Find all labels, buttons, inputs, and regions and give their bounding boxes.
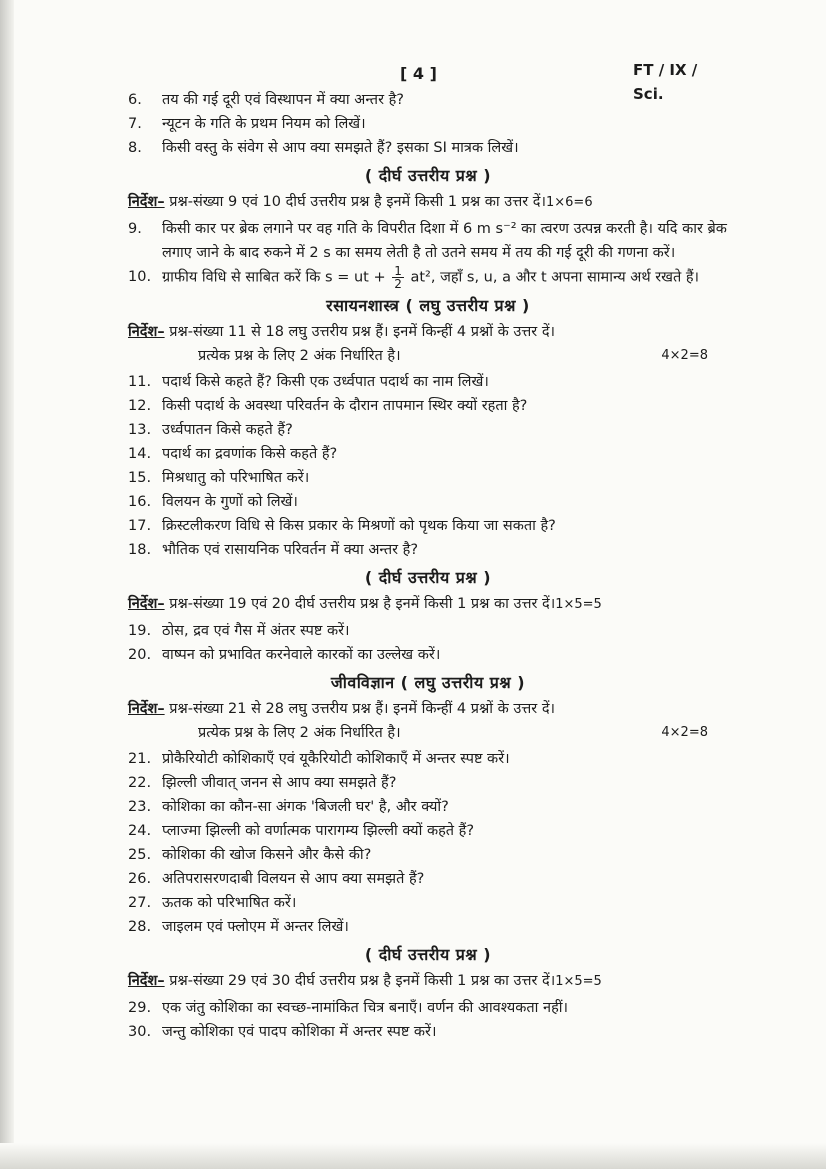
question-13 bbox=[128, 418, 728, 442]
question-number: 20. bbox=[128, 647, 152, 663]
instruction-label: निर्देश– bbox=[128, 596, 165, 612]
question-text: जाइलम एवं फ्लोएम में अन्तर लिखें। bbox=[162, 919, 349, 935]
question-17 bbox=[128, 514, 728, 538]
instruction-text: प्रश्न-संख्या 9 एवं 10 दीर्घ उत्तरीय प्रश्न है इनमें किसी 1 प्रश्न का उत्तर दें। bbox=[164, 194, 546, 210]
instruction-text: प्रश्न-संख्या 21 से 28 लघु उत्तरीय प्रश्न हैं। इनमें किन्हीं 4 प्रश्नों के उत्तर दें। bbox=[164, 701, 556, 717]
question-number: 22. bbox=[128, 775, 152, 791]
question-number: 12. bbox=[128, 398, 152, 414]
section-heading: रसायनशास्त्र ( लघु उत्तरीय प्रश्न ) bbox=[326, 296, 530, 315]
question-number: 28. bbox=[128, 919, 152, 935]
marks: 4×2=8 bbox=[661, 725, 708, 740]
question-9 bbox=[128, 217, 728, 265]
question-16 bbox=[128, 490, 728, 514]
marks: 4×2=8 bbox=[661, 348, 708, 363]
instruction-label: निर्देश– bbox=[128, 973, 165, 989]
question-text: कोशिका की खोज किसने और कैसे की? bbox=[162, 847, 372, 863]
question-23 bbox=[128, 795, 728, 819]
question-text: ऊतक को परिभाषित करें। bbox=[162, 895, 297, 911]
marks: 1×5=5 bbox=[555, 974, 602, 989]
section-heading: ( दीर्घ उत्तरीय प्रश्न ) bbox=[364, 166, 492, 185]
question-number: 11. bbox=[128, 374, 152, 390]
question-text: अतिपरासरणदाबी विलयन से आप क्या समझते हैं? bbox=[162, 871, 425, 887]
question-number: 23. bbox=[128, 799, 152, 815]
marks: 1×5=5 bbox=[555, 597, 602, 612]
fraction-numerator: 1 bbox=[394, 264, 402, 278]
question-text: क्रिस्टलीकरण विधि से किस प्रकार के मिश्रणों को पृथक किया जा सकता है? bbox=[162, 518, 556, 534]
question-24 bbox=[128, 819, 728, 843]
question-number: 17. bbox=[128, 518, 152, 534]
question-19 bbox=[128, 619, 728, 643]
paper-code: FT / IX / Sci. bbox=[633, 61, 698, 103]
question-text: उर्ध्वपातन किसे कहते हैं? bbox=[162, 422, 293, 438]
instruction-text: प्रश्न-संख्या 19 एवं 20 दीर्घ उत्तरीय प्रश्न है इनमें किसी 1 प्रश्न का उत्तर दें। bbox=[164, 596, 556, 612]
fraction-half bbox=[392, 265, 404, 290]
question-text: पदार्थ किसे कहते हैं? किसी एक उर्ध्वपात पदार्थ का नाम लिखें। bbox=[162, 374, 489, 390]
question-22 bbox=[128, 771, 728, 795]
question-15 bbox=[128, 466, 728, 490]
question-29 bbox=[128, 996, 728, 1020]
question-number: 29. bbox=[128, 1000, 152, 1016]
question-text: किसी कार पर ब्रेक लगाने पर वह गति के विपरीत दिशा में 6 m s⁻² का त्वरण उत्पन्न करती है। यदि कार ब्रेक लगाए जाने के बाद रुकने में 2 s का समय लेती है तो उतने समय में तय की गई दूरी की गणना करें। bbox=[162, 221, 727, 261]
question-text: एक जंतु कोशिका का स्वच्छ-नामांकित चित्र बनाएँ। वर्णन की आवश्यकता नहीं। bbox=[162, 1000, 569, 1016]
question-number: 14. bbox=[128, 446, 152, 462]
fraction-denominator: 2 bbox=[394, 277, 402, 291]
question-14 bbox=[128, 442, 728, 466]
question-number: 10. bbox=[128, 269, 152, 285]
question-text: विलयन के गुणों को लिखें। bbox=[162, 494, 298, 510]
question-20 bbox=[128, 643, 728, 667]
question-28 bbox=[128, 915, 728, 939]
question-10 bbox=[128, 265, 728, 290]
question-number: 8. bbox=[128, 140, 142, 156]
instruction-line2 bbox=[128, 721, 728, 745]
question-text-part1: ग्राफीय विधि से साबित करें कि s = ut + bbox=[162, 269, 386, 286]
question-text: प्लाज्मा झिल्ली को वर्णात्मक पारागम्य झिल्ली क्यों कहते हैं? bbox=[162, 823, 475, 839]
marks: 1×6=6 bbox=[546, 195, 593, 210]
question-8 bbox=[128, 136, 728, 160]
instruction-block bbox=[128, 320, 728, 368]
question-number: 25. bbox=[128, 847, 152, 863]
instruction-text: प्रश्न-संख्या 29 एवं 30 दीर्घ उत्तरीय प्रश्न है इनमें किसी 1 प्रश्न का उत्तर दें। bbox=[164, 973, 556, 989]
question-text: वाष्पन को प्रभावित करनेवाले कारकों का उल्लेख करें। bbox=[162, 647, 441, 663]
question-text: प्रोकैरियोटी कोशिकाएँ एवं यूकैरियोटी कोशिकाएँ में अन्तर स्पष्ट करें। bbox=[162, 751, 510, 767]
page-content bbox=[128, 62, 728, 1044]
question-26 bbox=[128, 867, 728, 891]
question-text: झिल्ली जीवात् जनन से आप क्या समझते हैं? bbox=[162, 775, 397, 791]
instruction-line2 bbox=[128, 344, 728, 368]
question-number: 24. bbox=[128, 823, 152, 839]
question-text: जन्तु कोशिका एवं पादप कोशिका में अन्तर स्पष्ट करें। bbox=[162, 1024, 437, 1040]
section-heading: जीवविज्ञान ( लघु उत्तरीय प्रश्न ) bbox=[330, 673, 526, 692]
page-edge-shadow bbox=[0, 0, 14, 1169]
question-text: किसी पदार्थ के अवस्था परिवर्तन के दौरान तापमान स्थिर क्यों रहता है? bbox=[162, 398, 528, 414]
instruction-label: निर्देश– bbox=[128, 701, 165, 717]
question-text-part2: at², जहाँ s, u, a और t अपना सामान्य अर्थ रखते हैं। bbox=[410, 269, 700, 286]
question-text bbox=[162, 265, 728, 290]
page-bottom-shadow bbox=[0, 1143, 826, 1169]
question-number: 7. bbox=[128, 116, 142, 132]
question-25 bbox=[128, 843, 728, 867]
instruction-label: निर्देश– bbox=[128, 324, 165, 340]
question-11 bbox=[128, 370, 728, 394]
question-text: भौतिक एवं रासायनिक परिवर्तन में क्या अन्तर है? bbox=[162, 542, 419, 558]
instruction-block bbox=[128, 592, 728, 617]
question-21 bbox=[128, 747, 728, 771]
question-number: 16. bbox=[128, 494, 152, 510]
question-text: कोशिका का कौन-सा अंगक 'बिजली घर' है, और क्यों? bbox=[162, 799, 449, 815]
instruction-text: प्रत्येक प्रश्न के लिए 2 अंक निर्धारित है। bbox=[198, 348, 401, 364]
instruction-text: प्रत्येक प्रश्न के लिए 2 अंक निर्धारित है। bbox=[198, 725, 401, 741]
question-text: न्यूटन के गति के प्रथम नियम को लिखें। bbox=[162, 116, 366, 132]
instruction-block bbox=[128, 190, 728, 215]
instruction-text: प्रश्न-संख्या 11 से 18 लघु उत्तरीय प्रश्न हैं। इनमें किन्हीं 4 प्रश्नों के उत्तर दें। bbox=[164, 324, 556, 340]
question-number: 30. bbox=[128, 1024, 152, 1040]
question-18 bbox=[128, 538, 728, 562]
question-number: 21. bbox=[128, 751, 152, 767]
question-number: 18. bbox=[128, 542, 152, 558]
question-number: 13. bbox=[128, 422, 152, 438]
question-text: ठोस, द्रव एवं गैस में अंतर स्पष्ट करें। bbox=[162, 623, 350, 639]
question-text: तय की गई दूरी एवं विस्थापन में क्या अन्तर है? bbox=[162, 92, 404, 108]
question-30 bbox=[128, 1020, 728, 1044]
question-27 bbox=[128, 891, 728, 915]
question-number: 19. bbox=[128, 623, 152, 639]
question-number: 15. bbox=[128, 470, 152, 486]
question-text: मिश्रधातु को परिभाषित करें। bbox=[162, 470, 310, 486]
page-number: [ 4 ] bbox=[400, 64, 437, 83]
section-heading: ( दीर्घ उत्तरीय प्रश्न ) bbox=[364, 568, 492, 587]
question-text: पदार्थ का द्रवणांक किसे कहते हैं? bbox=[162, 446, 338, 462]
question-number: 27. bbox=[128, 895, 152, 911]
instruction-block bbox=[128, 697, 728, 745]
section-heading: ( दीर्घ उत्तरीय प्रश्न ) bbox=[364, 945, 492, 964]
question-number: 26. bbox=[128, 871, 152, 887]
question-12 bbox=[128, 394, 728, 418]
question-7 bbox=[128, 112, 728, 136]
question-number: 6. bbox=[128, 92, 142, 108]
instruction-block bbox=[128, 969, 728, 994]
question-text: किसी वस्तु के संवेग से आप क्या समझते हैं? इसका SI मात्रक लिखें। bbox=[162, 140, 519, 156]
question-number: 9. bbox=[128, 221, 142, 237]
instruction-label: निर्देश– bbox=[128, 194, 165, 210]
